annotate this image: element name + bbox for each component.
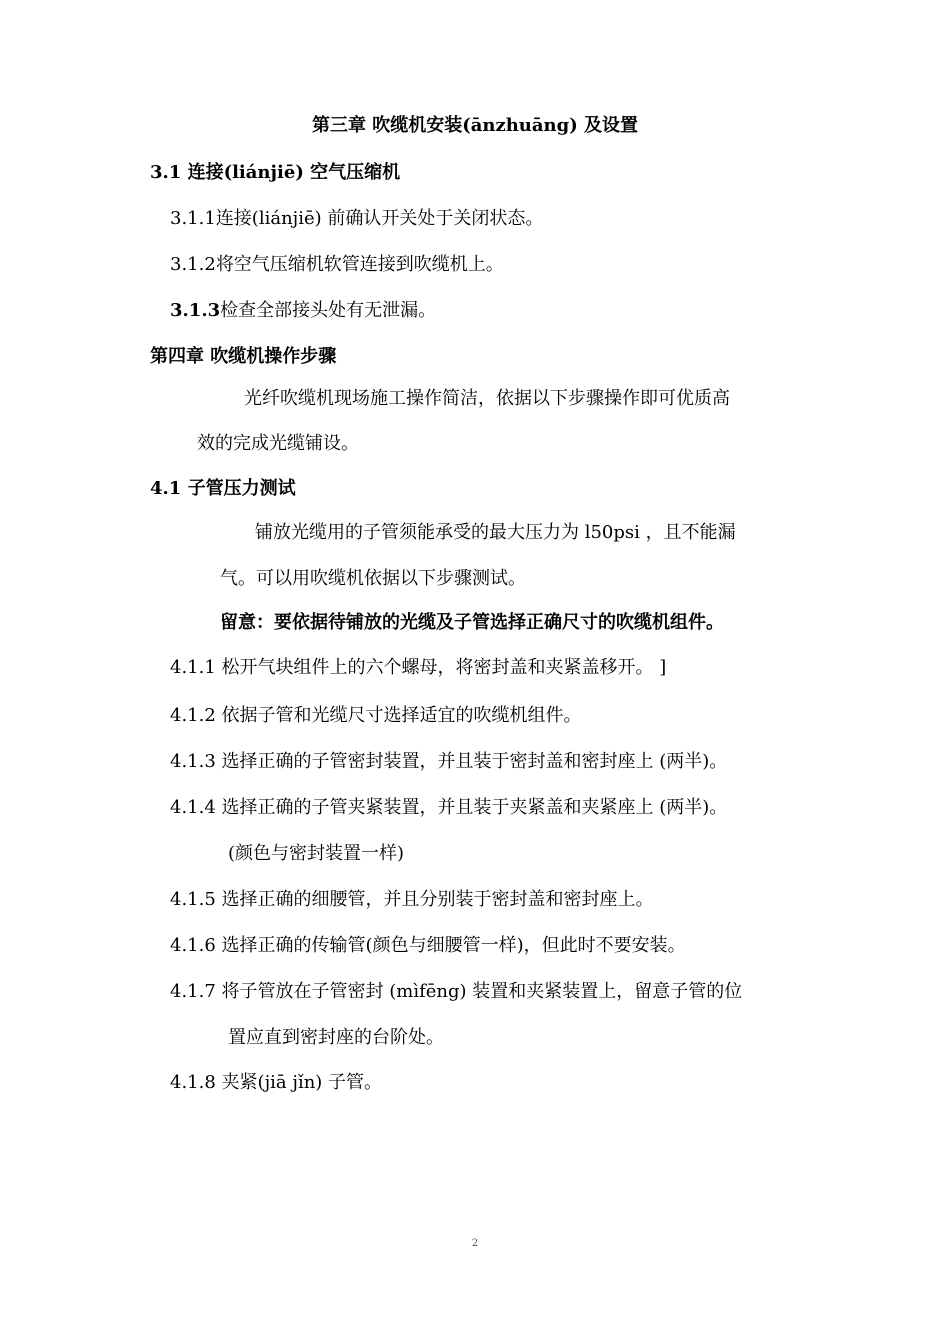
item-number: 4.1.5 [170, 889, 216, 910]
item-text: 连接(liánjiē) 前确认开关处于关闭状态。 [215, 208, 544, 229]
list-item [170, 888, 654, 912]
note-text: 留意：要依据待铺放的光缆及子管选择正确尺寸的吹缆机组件。 [220, 612, 724, 633]
list-item [170, 1071, 382, 1095]
item-text: 选择正确的子管夹紧装置，并且装于夹紧盖和夹紧座上 (两半)。 [221, 797, 728, 818]
list-item [170, 704, 582, 728]
list-item [170, 656, 666, 680]
item-number: 4.1.8 [170, 1072, 216, 1093]
list-item-continuation: (颜色与密封装置一样) [228, 843, 405, 864]
chapter-4-intro-line-1: 光纤吹缆机现场施工操作简洁，依据以下步骤操作即可优质高 [244, 388, 730, 409]
section-3-1-heading: 3.1 连接(liánjiē) 空气压缩机 [150, 162, 401, 183]
item-number: 4.1.3 [170, 751, 216, 772]
item-text: 夹紧(jiā jǐn) 子管。 [221, 1072, 383, 1093]
item-number: 4.1.4 [170, 797, 216, 818]
section-4-1-heading: 4.1 子管压力测试 [150, 478, 296, 499]
list-item [170, 934, 686, 958]
item-text: 将空气压缩机软管连接到吹缆机上。 [215, 254, 504, 275]
item-number: 4.1.1 [170, 657, 216, 678]
list-item [170, 253, 504, 277]
item-text: 选择正确的传输管(颜色与细腰管一样)，但此时不要安装。 [221, 935, 686, 956]
item-text: 依据子管和光缆尺寸选择适宜的吹缆机组件。 [221, 705, 582, 726]
list-item [170, 207, 543, 231]
item-text: 松开气块组件上的六个螺母，将密封盖和夹紧盖移开。 ] [221, 657, 667, 678]
chapter-4-title: 第四章 吹缆机操作步骤 [150, 346, 337, 367]
section-4-1-paragraph-line-1: 铺放光缆用的子管须能承受的最大压力为 l50psi ，且不能漏 [255, 522, 736, 543]
item-text: 将子管放在子管密封 (mìfēng) 装置和夹紧装置上，留意子管的位 [221, 981, 743, 1002]
chapter-4-intro-line-2: 效的完成光缆铺设。 [197, 433, 359, 454]
page-number: 2 [471, 1238, 479, 1249]
item-number: 4.1.6 [170, 935, 216, 956]
list-item [170, 750, 727, 774]
item-number: 3.1.3 [170, 300, 221, 321]
item-number: 4.1.2 [170, 705, 216, 726]
item-text: 选择正确的子管密封装置，并且装于密封盖和密封座上 (两半)。 [221, 751, 728, 772]
chapter-3-title: 第三章 吹缆机安装(ānzhuāng) 及设置 [311, 115, 639, 136]
list-item [170, 796, 727, 820]
section-4-1-paragraph-line-2: 气。可以用吹缆机依据以下步骤测试。 [220, 568, 526, 589]
item-number: 3.1.2 [170, 254, 216, 275]
item-text: 检查全部接头处有无泄漏。 [220, 300, 437, 321]
list-item [170, 299, 436, 323]
item-number: 4.1.7 [170, 981, 216, 1002]
item-text: 选择正确的细腰管，并且分别装于密封盖和密封座上。 [221, 889, 654, 910]
list-item-continuation: 置应直到密封座的台阶处。 [228, 1027, 444, 1048]
list-item [170, 980, 742, 1004]
item-number: 3.1.1 [170, 208, 216, 229]
